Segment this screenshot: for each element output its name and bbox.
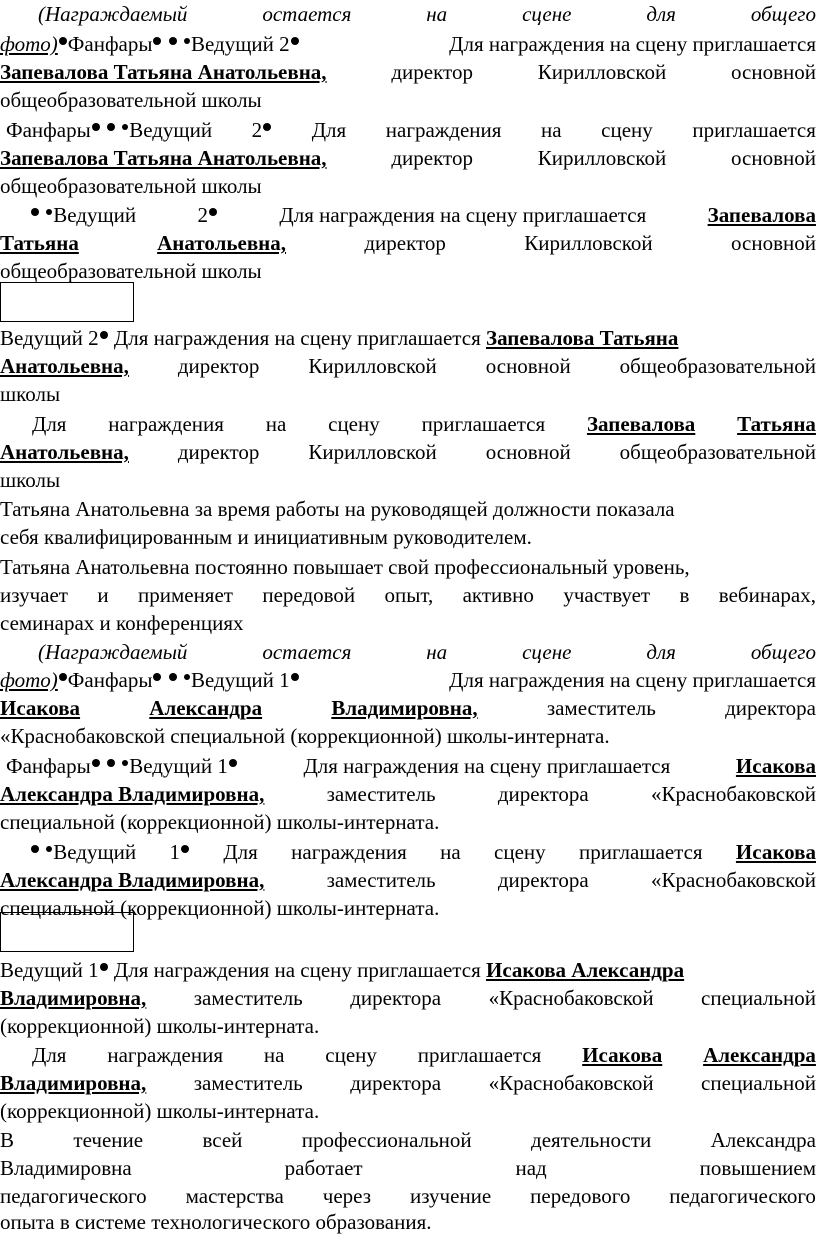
bullet-icon: [92, 759, 100, 767]
text-line: В течение всей профессиональной деятельности Александра: [0, 1128, 816, 1152]
bullet-icon: [291, 37, 299, 45]
bullet-icon: [209, 208, 217, 216]
text-line: себя квалифицированным и инициативным руководителем.: [0, 525, 532, 549]
text-line: общеобразовательной школы: [0, 259, 262, 283]
text-line: Анатольевна, директор Кирилловской основной общеобразовательной: [0, 354, 816, 378]
text-line: Александра Владимировна, заместитель директора «Краснобаковской: [0, 868, 816, 892]
bullet-icon: [46, 846, 52, 852]
text-line: Татьяна Анатольевна за время работы на руководящей должности показала: [0, 497, 675, 521]
text-line: педагогического мастерства через изучение передового педагогического: [0, 1184, 816, 1208]
text-line: Для награждения на сцену приглашается Исакова Александра: [32, 1043, 816, 1067]
text-line: (коррекционной) школы-интерната.: [0, 1099, 320, 1123]
text-line: Запевалова Татьяна Анатольевна, директор Кирилловской основной: [0, 146, 816, 170]
text-line: Владимировна, заместитель директора «Краснобаковской специальной: [0, 986, 816, 1010]
bullet-icon: [107, 123, 115, 131]
text-line: фото) Фанфары Ведущий 2 Для награждения на сцену приглашается: [0, 32, 816, 56]
bullet-icon: [229, 759, 237, 767]
text-line: (Награждаемый остается на сцене для общего: [38, 640, 816, 664]
text-line: «Краснобаковской специальной (коррекционной) школы-интерната.: [0, 724, 610, 748]
text-line: Для награждения на сцену приглашается Запевалова Татьяна: [32, 412, 816, 436]
text-line: Владимировна работает над повышением: [0, 1156, 816, 1180]
text-line: Ведущий 1 Для награждения на сцену приглашается Исакова: [0, 838, 816, 866]
bullet-icon: [46, 209, 52, 215]
text-line: Ведущий 2 Для награждения на сцену приглашается Запевалова Татьяна: [0, 326, 679, 350]
bullet-icon: [263, 123, 271, 131]
text-line: специальной (коррекционной) школы-интерната.: [0, 896, 440, 920]
text-line: изучает и применяет передовой опыт, активно участвует в вебинарах,: [0, 583, 816, 607]
text-line: специальной (коррекционной) школы-интерната.: [0, 810, 440, 834]
text-line: (коррекционной) школы-интерната.: [0, 1014, 320, 1038]
text-line: Татьяна Анатольевна, директор Кирилловской основной: [0, 231, 816, 255]
bullet-icon: [59, 673, 67, 681]
bullet-icon: [107, 759, 115, 767]
bullet-icon: [181, 845, 189, 853]
bullet-icon: [31, 845, 39, 853]
text-line: (Награждаемый остается на сцене для общего: [38, 2, 816, 26]
text-line: Татьяна Анатольевна постоянно повышает свой профессиональный уровень,: [0, 555, 690, 579]
bullet-icon: [92, 123, 100, 131]
bullet-icon: [59, 37, 67, 45]
text-line: Запевалова Татьяна Анатольевна, директор Кирилловской основной: [0, 60, 816, 84]
text-line: Анатольевна, директор Кирилловской основной общеобразовательной: [0, 440, 816, 464]
text-line: Исакова Александра Владимировна, заместитель директора: [0, 696, 816, 720]
bullet-icon: [169, 37, 177, 45]
bullet-icon: [122, 124, 128, 130]
bullet-icon: [184, 674, 190, 680]
text-line: школы: [0, 468, 61, 492]
bullet-icon: [153, 673, 161, 681]
text-line: общеобразовательной школы: [0, 88, 262, 112]
bullet-icon: [291, 673, 299, 681]
text-line: Фанфары Ведущий 2 Для награждения на сцену приглашается: [6, 118, 816, 142]
text-line: семинарах и конференциях: [0, 611, 244, 635]
text-line: Владимировна, заместитель директора «Краснобаковской специальной: [0, 1071, 816, 1095]
empty-frame: [0, 912, 134, 952]
bullet-icon: [122, 760, 128, 766]
bullet-icon: [100, 963, 108, 971]
text-line: опыта в системе технологического образования.: [0, 1210, 432, 1234]
bullet-icon: [31, 208, 39, 216]
bullet-icon: [169, 673, 177, 681]
text-line: общеобразовательной школы: [0, 174, 262, 198]
bullet-icon: [153, 37, 161, 45]
empty-frame: [0, 282, 134, 322]
text-line: фото) Фанфары Ведущий 1 Для награждения на сцену приглашается: [0, 668, 816, 692]
text-line: Александра Владимировна, заместитель директора «Краснобаковской: [0, 782, 816, 806]
text-line: школы: [0, 382, 61, 406]
text-line: Фанфары Ведущий 1 Для награждения на сцену приглашается Исакова: [6, 754, 816, 778]
bullet-icon: [184, 38, 190, 44]
text-line: Ведущий 1 Для награждения на сцену приглашается Исакова Александра: [0, 958, 685, 982]
text-line: Ведущий 2 Для награждения на сцену приглашается Запевалова: [0, 201, 816, 229]
bullet-icon: [100, 331, 108, 339]
